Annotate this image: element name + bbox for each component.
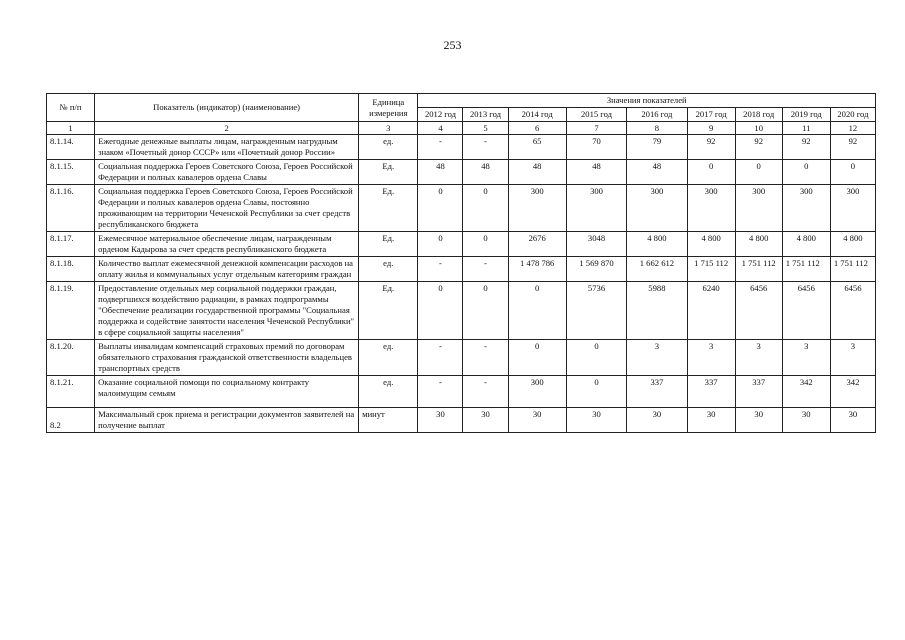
unit-cell: ед. xyxy=(359,257,418,282)
column-index: 7 xyxy=(566,122,626,135)
value-cell: 1 569 870 xyxy=(566,257,626,282)
column-index: 2 xyxy=(95,122,359,135)
value-cell: 3 xyxy=(782,340,830,376)
row-number: 8.1.19. xyxy=(47,282,95,340)
value-cell: 0 xyxy=(508,282,566,340)
value-cell: - xyxy=(463,257,508,282)
column-index: 9 xyxy=(687,122,735,135)
value-cell: 5736 xyxy=(566,282,626,340)
indicator-name: Социальная поддержка Героев Советского Союза, Героев Российской Федерации и полных кавалеров ордена Славы xyxy=(95,160,359,185)
value-cell: 5988 xyxy=(627,282,687,340)
table-row xyxy=(47,257,876,282)
header-year: 2020 год xyxy=(830,108,875,122)
value-cell: 0 xyxy=(687,160,735,185)
value-cell: 4 800 xyxy=(687,232,735,257)
unit-cell: минут xyxy=(359,408,418,433)
value-cell: 300 xyxy=(627,185,687,232)
column-index-row xyxy=(47,122,876,135)
value-cell: 300 xyxy=(508,376,566,408)
indicator-name: Социальная поддержка Героев Советского Союза, Героев Российской Федерации и полных кавалеров ордена Славы, постоянно проживающим на территории Чеченской Республики за счет средств республиканского бюджета xyxy=(95,185,359,232)
page-number: 253 xyxy=(443,38,462,52)
value-cell: 6456 xyxy=(735,282,782,340)
value-cell: 3 xyxy=(687,340,735,376)
header-indicator-name: Показатель (индикатор) (наименование) xyxy=(95,94,359,122)
unit-cell: ед. xyxy=(359,340,418,376)
indicator-name: Ежемесячное материальное обеспечение лицам, награжденным орденом Кадырова за счет средств республиканского бюджета xyxy=(95,232,359,257)
row-number: 8.1.18. xyxy=(47,257,95,282)
header-num: № п/п xyxy=(47,94,95,122)
header-year: 2015 год xyxy=(566,108,626,122)
header-year: 2017 год xyxy=(687,108,735,122)
unit-cell: Ед. xyxy=(359,160,418,185)
value-cell: 30 xyxy=(830,408,875,433)
value-cell: 6240 xyxy=(687,282,735,340)
value-cell: 92 xyxy=(735,135,782,160)
row-number: 8.2 xyxy=(47,408,95,433)
value-cell: 48 xyxy=(418,160,463,185)
value-cell: 0 xyxy=(463,185,508,232)
value-cell: 2676 xyxy=(508,232,566,257)
indicator-name: Ежегодные денежные выплаты лицам, награжденным нагрудным знаком «Почетный донор СССР» или «Почетный донор России» xyxy=(95,135,359,160)
value-cell: 48 xyxy=(463,160,508,185)
row-number: 8.1.16. xyxy=(47,185,95,232)
value-cell: - xyxy=(418,135,463,160)
value-cell: 4 800 xyxy=(782,232,830,257)
value-cell: - xyxy=(463,135,508,160)
value-cell: 0 xyxy=(782,160,830,185)
column-index: 5 xyxy=(463,122,508,135)
value-cell: 342 xyxy=(830,376,875,408)
table-row xyxy=(47,408,876,433)
header-year: 2019 год xyxy=(782,108,830,122)
value-cell: 30 xyxy=(508,408,566,433)
value-cell: 337 xyxy=(687,376,735,408)
value-cell: 337 xyxy=(735,376,782,408)
value-cell: 0 xyxy=(463,232,508,257)
column-index: 10 xyxy=(735,122,782,135)
value-cell: 3048 xyxy=(566,232,626,257)
value-cell: 48 xyxy=(508,160,566,185)
header-year: 2014 год xyxy=(508,108,566,122)
indicator-name: Предоставление отдельных мер социальной поддержки граждан, подвергшихся воздействию радиации, в рамках подпрограммы "Обеспечение реализации государственной программы "Социальная поддержка и содействие занятости населения Чеченской Республики" в сфере социальной защиты населения" xyxy=(95,282,359,340)
value-cell: 300 xyxy=(735,185,782,232)
value-cell: - xyxy=(418,376,463,408)
table-row xyxy=(47,160,876,185)
value-cell: 30 xyxy=(687,408,735,433)
value-cell: 0 xyxy=(566,340,626,376)
header-year: 2013 год xyxy=(463,108,508,122)
header-year: 2016 год xyxy=(627,108,687,122)
value-cell: 92 xyxy=(782,135,830,160)
value-cell: 1 662 612 xyxy=(627,257,687,282)
column-index: 8 xyxy=(627,122,687,135)
indicator-name: Выплаты инвалидам компенсаций страховых премий по договорам обязательного страхования гражданской ответственности владельцев транспортных средств xyxy=(95,340,359,376)
column-index: 4 xyxy=(418,122,463,135)
table-row xyxy=(47,282,876,340)
column-index: 6 xyxy=(508,122,566,135)
value-cell: 0 xyxy=(418,232,463,257)
value-cell: 6456 xyxy=(782,282,830,340)
header-year: 2018 год xyxy=(735,108,782,122)
value-cell: - xyxy=(418,257,463,282)
value-cell: 3 xyxy=(735,340,782,376)
value-cell: 300 xyxy=(508,185,566,232)
value-cell: 3 xyxy=(830,340,875,376)
value-cell: 30 xyxy=(566,408,626,433)
value-cell: 342 xyxy=(782,376,830,408)
unit-cell: Ед. xyxy=(359,282,418,340)
value-cell: 30 xyxy=(735,408,782,433)
header-unit: Единица измерения xyxy=(359,94,418,122)
value-cell: 70 xyxy=(566,135,626,160)
value-cell: 4 800 xyxy=(627,232,687,257)
unit-cell: Ед. xyxy=(359,185,418,232)
value-cell: 79 xyxy=(627,135,687,160)
value-cell: 65 xyxy=(508,135,566,160)
table-row xyxy=(47,185,876,232)
value-cell: 0 xyxy=(735,160,782,185)
value-cell: 1 751 112 xyxy=(735,257,782,282)
row-number: 8.1.21. xyxy=(47,376,95,408)
indicators-table xyxy=(46,93,876,433)
value-cell: 1 751 112 xyxy=(830,257,875,282)
value-cell: 4 800 xyxy=(830,232,875,257)
table-row xyxy=(47,232,876,257)
column-index: 12 xyxy=(830,122,875,135)
unit-cell: ед. xyxy=(359,376,418,408)
value-cell: - xyxy=(463,376,508,408)
value-cell: 30 xyxy=(782,408,830,433)
value-cell: 300 xyxy=(782,185,830,232)
value-cell: 300 xyxy=(566,185,626,232)
row-number: 8.1.17. xyxy=(47,232,95,257)
value-cell: 0 xyxy=(418,282,463,340)
value-cell: 30 xyxy=(418,408,463,433)
unit-cell: ед. xyxy=(359,135,418,160)
header-values: Значения показателей xyxy=(418,94,876,108)
value-cell: 300 xyxy=(830,185,875,232)
value-cell: 3 xyxy=(627,340,687,376)
value-cell: 30 xyxy=(627,408,687,433)
value-cell: 48 xyxy=(627,160,687,185)
value-cell: 92 xyxy=(830,135,875,160)
value-cell: 30 xyxy=(463,408,508,433)
value-cell: 1 751 112 xyxy=(782,257,830,282)
unit-cell: Ед. xyxy=(359,232,418,257)
value-cell: 48 xyxy=(566,160,626,185)
value-cell: - xyxy=(418,340,463,376)
indicator-name: Оказание социальной помощи по социальному контракту малоимущим семьям xyxy=(95,376,359,408)
row-number: 8.1.20. xyxy=(47,340,95,376)
indicator-name: Максимальный срок приема и регистрации документов заявителей на получение выплат xyxy=(95,408,359,433)
header-row xyxy=(47,94,876,108)
indicator-name: Количество выплат ежемесячной денежной компенсации расходов на оплату жилья и коммунальных услуг отдельным категориям граждан xyxy=(95,257,359,282)
value-cell: 300 xyxy=(687,185,735,232)
row-number: 8.1.15. xyxy=(47,160,95,185)
value-cell: 1 715 112 xyxy=(687,257,735,282)
column-index: 11 xyxy=(782,122,830,135)
value-cell: - xyxy=(463,340,508,376)
table-row xyxy=(47,135,876,160)
value-cell: 0 xyxy=(418,185,463,232)
value-cell: 0 xyxy=(830,160,875,185)
table-row xyxy=(47,376,876,408)
value-cell: 337 xyxy=(627,376,687,408)
value-cell: 0 xyxy=(566,376,626,408)
header-year: 2012 год xyxy=(418,108,463,122)
value-cell: 4 800 xyxy=(735,232,782,257)
table-row xyxy=(47,340,876,376)
column-index: 3 xyxy=(359,122,418,135)
value-cell: 92 xyxy=(687,135,735,160)
value-cell: 1 478 786 xyxy=(508,257,566,282)
column-index: 1 xyxy=(47,122,95,135)
value-cell: 0 xyxy=(508,340,566,376)
value-cell: 6456 xyxy=(830,282,875,340)
row-number: 8.1.14. xyxy=(47,135,95,160)
value-cell: 0 xyxy=(463,282,508,340)
